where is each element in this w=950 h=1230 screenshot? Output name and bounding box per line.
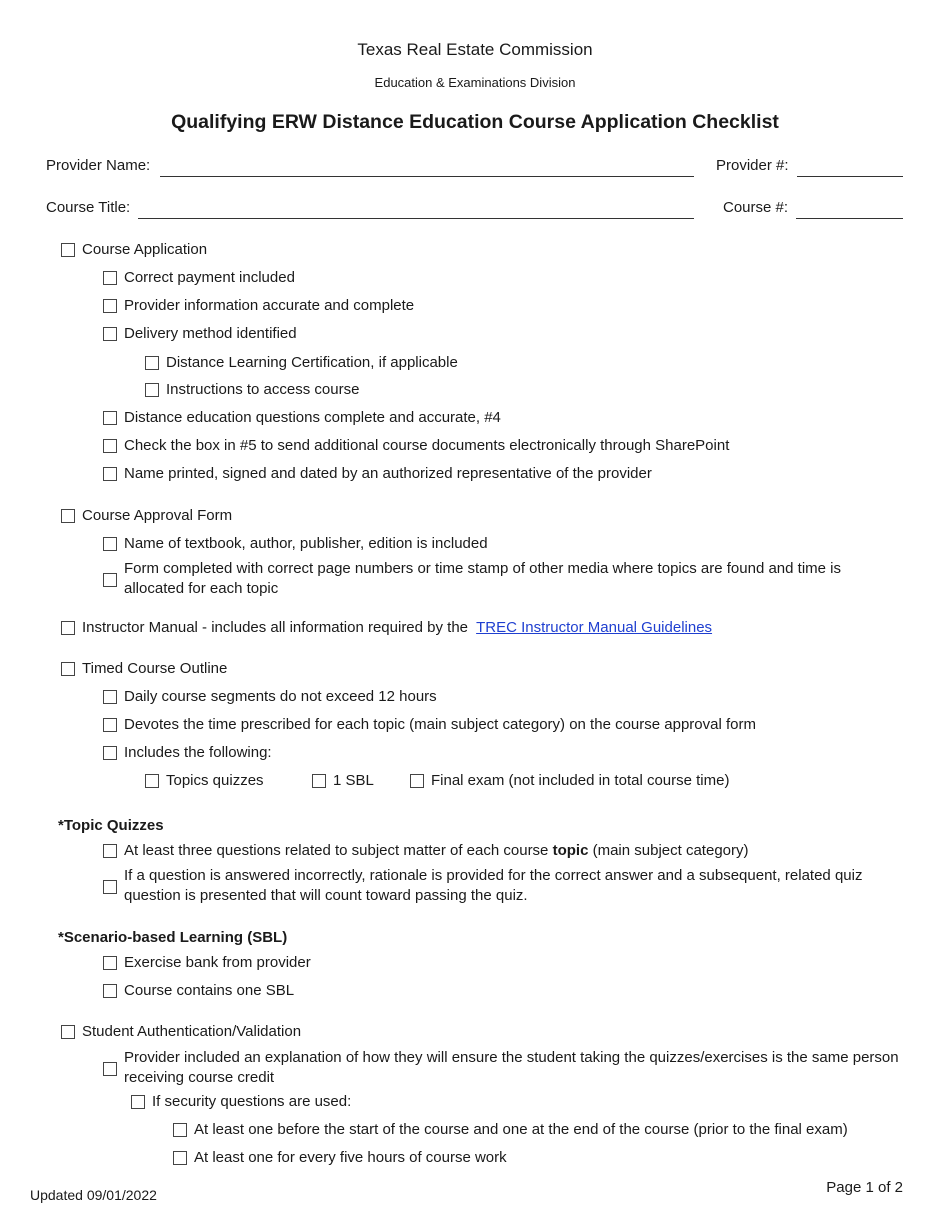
topics-quizzes-checkbox[interactable] — [145, 774, 159, 788]
form-completed-label: Form completed with correct page numbers or time stamp of other media where topics are found and time is allocated for each topic — [124, 560, 841, 597]
daily-segments-label: Daily course segments do not exceed 12 hours — [124, 688, 437, 705]
instructor-manual-row — [82, 618, 712, 638]
timed-outline-checkbox[interactable] — [61, 662, 75, 676]
correct-payment-label: Correct payment included — [124, 269, 295, 286]
student-auth-checkbox[interactable] — [61, 1025, 75, 1039]
distance-cert-checkbox[interactable] — [145, 356, 159, 370]
every-five-hours-label: At least one for every five hours of course work — [194, 1149, 507, 1166]
includes-following-label: Includes the following: — [124, 744, 272, 761]
name-printed-checkbox[interactable] — [103, 467, 117, 481]
final-exam-label: Final exam (not included in total course time) — [431, 772, 730, 789]
one-sbl-label: 1 SBL — [333, 772, 374, 789]
provider-number-field[interactable] — [797, 176, 903, 177]
includes-following-checkbox[interactable] — [103, 746, 117, 760]
sharepoint-checkbox[interactable] — [103, 439, 117, 453]
devotes-time-checkbox[interactable] — [103, 718, 117, 732]
textbook-label: Name of textbook, author, publisher, edition is included — [124, 535, 488, 552]
security-questions-label: If security questions are used: — [152, 1093, 352, 1110]
instructor-manual-checkbox[interactable] — [61, 621, 75, 635]
before-after-label: At least one before the start of the course and one at the end of the course (prior to the final exam) — [194, 1121, 848, 1138]
three-questions-text-b: (main subject category) — [592, 842, 749, 859]
delivery-method-checkbox[interactable] — [103, 327, 117, 341]
three-questions-bold: topic — [552, 842, 589, 859]
provider-name-label: Provider Name: — [46, 157, 151, 174]
form-completed-checkbox[interactable] — [103, 573, 117, 587]
timed-outline-label: Timed Course Outline — [82, 660, 228, 677]
instructor-manual-label: Instructor Manual - includes all information required by the — [82, 619, 469, 636]
security-questions-checkbox[interactable] — [131, 1095, 145, 1109]
instructions-access-checkbox[interactable] — [145, 383, 159, 397]
one-sbl-checkbox[interactable] — [312, 774, 326, 788]
instructions-access-label: Instructions to access course — [166, 381, 360, 398]
exercise-bank-checkbox[interactable] — [103, 956, 117, 970]
topics-quizzes-label: Topics quizzes — [166, 772, 264, 789]
page-title: Qualifying ERW Distance Education Course Application Checklist — [171, 111, 779, 133]
course-application-checkbox[interactable] — [61, 243, 75, 257]
one-sbl-course-checkbox[interactable] — [103, 984, 117, 998]
course-number-field[interactable] — [796, 218, 903, 219]
sharepoint-label: Check the box in #5 to send additional course documents electronically through SharePoint — [124, 437, 730, 454]
provider-explanation-checkbox[interactable] — [103, 1062, 117, 1076]
answered-incorrectly-label: If a question is answered incorrectly, rationale is provided for the correct answer and a subsequent, related quiz question is presented that will count toward passing the quiz. — [124, 867, 863, 904]
course-approval-form-checkbox[interactable] — [61, 509, 75, 523]
student-auth-label: Student Authentication/Validation — [82, 1023, 302, 1040]
de-questions-checkbox[interactable] — [103, 411, 117, 425]
three-questions-checkbox[interactable] — [103, 844, 117, 858]
course-title-field[interactable] — [138, 218, 694, 219]
provider-explanation-label: Provider included an explanation of how they will ensure the student taking the quizzes/exercises is the same person receiving course credit — [124, 1049, 899, 1086]
three-questions-label — [124, 841, 749, 861]
name-printed-label: Name printed, signed and dated by an authorized representative of the provider — [124, 465, 652, 482]
course-title-label: Course Title: — [46, 199, 131, 216]
de-questions-label: Distance education questions complete and accurate, #4 — [124, 409, 501, 426]
instructor-manual-guidelines-link[interactable]: TREC Instructor Manual Guidelines — [476, 619, 713, 636]
organization-name: Texas Real Estate Commission — [357, 40, 593, 59]
devotes-time-label: Devotes the time prescribed for each topic (main subject category) on the course approval form — [124, 716, 756, 733]
sbl-header: *Scenario-based Learning (SBL) — [58, 929, 288, 946]
provider-info-label: Provider information accurate and complete — [124, 297, 415, 314]
three-questions-text-a: At least three questions related to subject matter of each course — [124, 842, 549, 859]
every-five-hours-checkbox[interactable] — [173, 1151, 187, 1165]
final-exam-checkbox[interactable] — [410, 774, 424, 788]
daily-segments-checkbox[interactable] — [103, 690, 117, 704]
answered-incorrectly-checkbox[interactable] — [103, 880, 117, 894]
updated-date: Updated 09/01/2022 — [30, 1187, 157, 1203]
before-after-checkbox[interactable] — [173, 1123, 187, 1137]
delivery-method-label: Delivery method identified — [124, 325, 297, 342]
page-number: Page 1 of 2 — [826, 1179, 903, 1196]
provider-info-checkbox[interactable] — [103, 299, 117, 313]
distance-cert-label: Distance Learning Certification, if applicable — [166, 354, 458, 371]
exercise-bank-label: Exercise bank from provider — [124, 954, 311, 971]
topic-quizzes-header: *Topic Quizzes — [58, 817, 164, 834]
course-application-label: Course Application — [82, 241, 208, 258]
course-approval-form-label: Course Approval Form — [82, 507, 233, 524]
course-number-label: Course #: — [723, 199, 789, 216]
provider-name-field[interactable] — [160, 176, 694, 177]
one-sbl-course-label: Course contains one SBL — [124, 982, 295, 999]
division-name: Education & Examinations Division — [374, 75, 576, 90]
provider-number-label: Provider #: — [716, 157, 789, 174]
textbook-checkbox[interactable] — [103, 537, 117, 551]
correct-payment-checkbox[interactable] — [103, 271, 117, 285]
